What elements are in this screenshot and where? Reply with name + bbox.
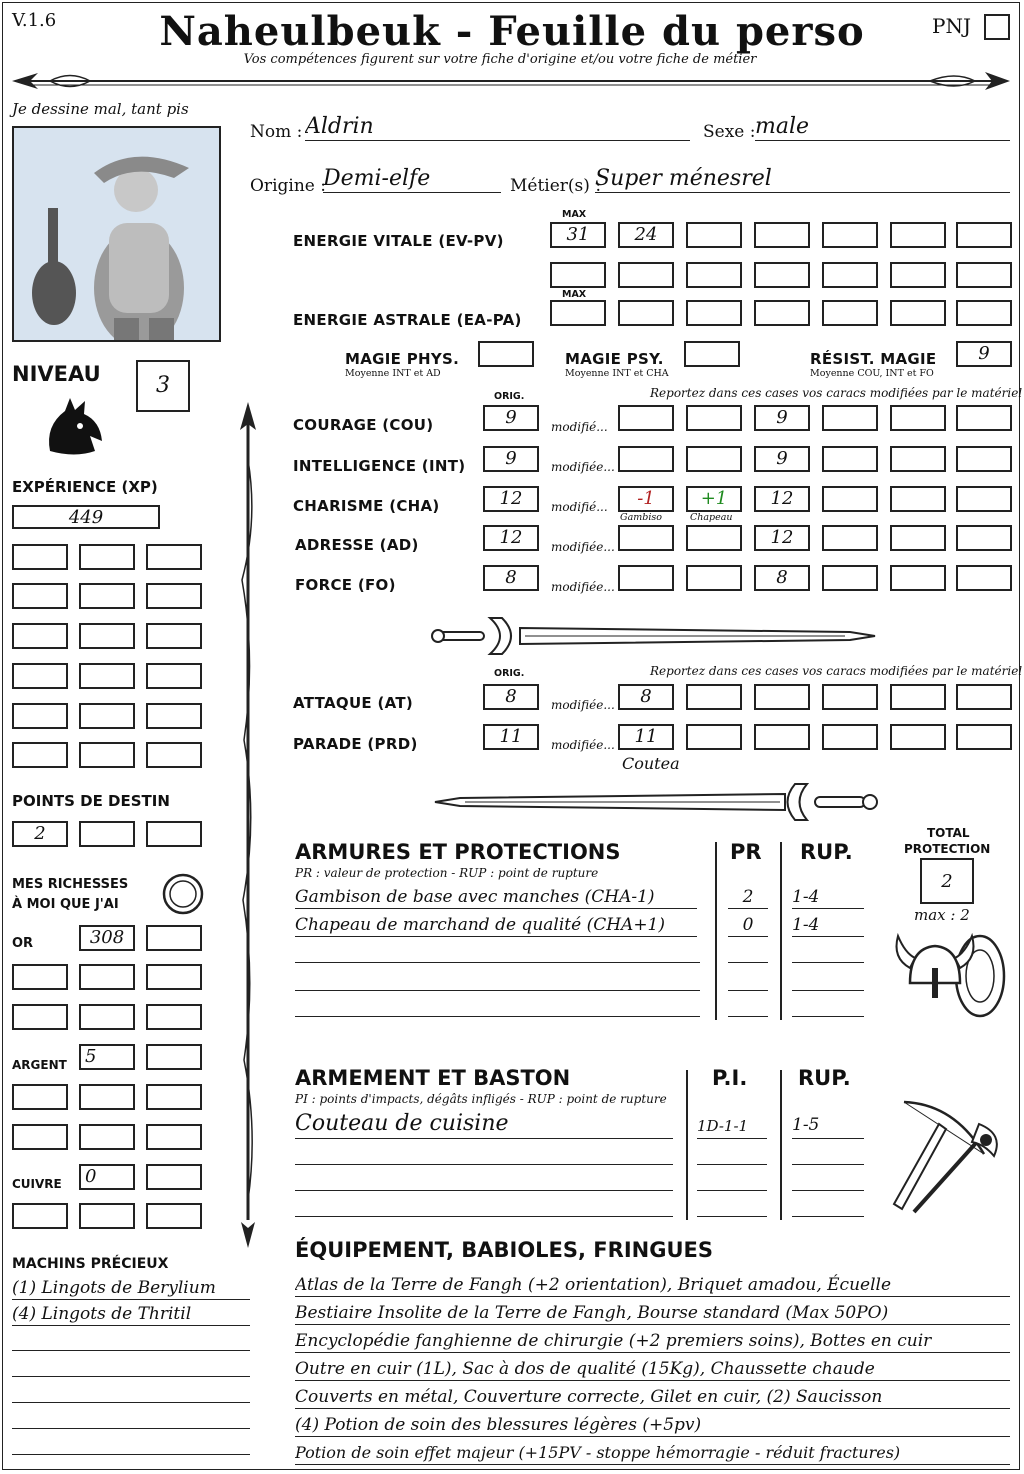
xp-grid-box[interactable]	[12, 663, 68, 689]
ev-box[interactable]	[822, 222, 878, 248]
weapon-line[interactable]	[295, 1216, 673, 1217]
stat-box[interactable]	[890, 486, 946, 512]
coin-icon	[160, 872, 206, 916]
armor-line[interactable]	[295, 990, 700, 991]
ev-box[interactable]	[956, 262, 1012, 288]
armor-item-rup[interactable]: 1-4	[792, 914, 864, 937]
argent-box[interactable]: 5	[79, 1044, 135, 1070]
spear-icon	[228, 400, 268, 1250]
weapons-divider	[780, 1070, 782, 1220]
combat-box[interactable]	[956, 724, 1012, 750]
page-title: Naheulbeuk - Feuille du perso	[159, 8, 865, 55]
nom-label: Nom :	[250, 122, 303, 142]
stat-box[interactable]	[956, 565, 1012, 591]
weapons-rup-header: RUP.	[798, 1066, 851, 1090]
ea-box[interactable]	[618, 300, 674, 326]
parade-mod-label: modifiée...	[551, 738, 615, 752]
stat-box[interactable]	[618, 565, 674, 591]
adresse-label: ADRESSE (AD)	[295, 536, 419, 554]
ev-box-max[interactable]: 31	[550, 222, 606, 248]
intelligence-final-box[interactable]: 9	[754, 446, 810, 472]
parade-orig-box[interactable]: 11	[483, 724, 539, 750]
origine-field[interactable]: Demi-elfe	[323, 166, 501, 193]
ev-box[interactable]	[754, 222, 810, 248]
equipment-line[interactable]: Bestiaire Insolite de la Terre de Fangh, Bourse standard (Max 50PO)	[295, 1302, 1010, 1325]
stat-box[interactable]	[686, 565, 742, 591]
equipment-line[interactable]: Encyclopédie fanghienne de chirurgie (+2 premiers soins), Bottes en cuir	[295, 1330, 1010, 1353]
ea-box[interactable]	[956, 300, 1012, 326]
precieux-line[interactable]	[12, 1402, 250, 1403]
stat-box[interactable]	[686, 525, 742, 551]
stat-box[interactable]	[890, 405, 946, 431]
ev-box[interactable]	[956, 222, 1012, 248]
ea-box[interactable]	[890, 300, 946, 326]
armor-line[interactable]	[792, 962, 864, 963]
money-box[interactable]	[12, 1203, 68, 1229]
sexe-field[interactable]: male	[755, 114, 1010, 141]
parade-label: PARADE (PRD)	[293, 735, 418, 753]
dragon-head-icon	[40, 396, 106, 462]
equipment-line[interactable]: (4) Potion de soin des blessures légères (+5pv)	[295, 1414, 1010, 1437]
adresse-mod-label: modifiée...	[551, 540, 615, 554]
xp-grid-box[interactable]	[79, 583, 135, 609]
money-box[interactable]	[79, 1084, 135, 1110]
helmet-shield-icon	[890, 928, 1008, 1020]
parade-final-box[interactable]: 11	[618, 724, 674, 750]
ev-box[interactable]	[550, 262, 606, 288]
niveau-label: NIVEAU	[12, 362, 101, 386]
xp-grid-box[interactable]	[12, 583, 68, 609]
ev-max-label: MAX	[562, 209, 587, 220]
xp-grid-box[interactable]	[146, 544, 202, 570]
equipment-title: ÉQUIPEMENT, BABIOLES, FRINGUES	[295, 1238, 713, 1262]
pnj-checkbox[interactable]	[984, 14, 1010, 40]
stat-box[interactable]	[956, 446, 1012, 472]
portrait-caption: Je dessine mal, tant pis	[12, 100, 189, 118]
force-label: FORCE (FO)	[295, 576, 396, 594]
weapons-pi-header: P.I.	[712, 1066, 748, 1090]
force-orig-box[interactable]: 8	[483, 565, 539, 591]
precieux-line[interactable]: (4) Lingots de Thritil	[12, 1303, 250, 1326]
resist-magie-box[interactable]: 9	[956, 341, 1012, 367]
magie-phys-note: Moyenne INT et AD	[345, 368, 441, 379]
stat-box[interactable]	[822, 446, 878, 472]
ev-box[interactable]	[618, 262, 674, 288]
weapon-line[interactable]	[792, 1164, 864, 1165]
richesses-label-1: MES RICHESSES	[12, 877, 129, 892]
stat-box[interactable]	[822, 405, 878, 431]
xp-grid-box[interactable]	[146, 663, 202, 689]
destin-box[interactable]	[79, 821, 135, 847]
argent-box[interactable]	[146, 1044, 202, 1070]
courage-mod-label: modifié...	[551, 420, 608, 434]
magie-phys-label: MAGIE PHYS.	[345, 350, 460, 368]
charisme-mod-label: modifié...	[551, 500, 608, 514]
arrow-divider-icon	[10, 68, 1014, 94]
ea-box[interactable]	[686, 300, 742, 326]
crossed-weapons-icon	[884, 1094, 1010, 1218]
armor-item-pr[interactable]: 0	[728, 914, 768, 937]
charisme-mod1-box[interactable]: -1	[618, 486, 674, 512]
weapon-line[interactable]	[697, 1216, 767, 1217]
report-note: Reportez dans ces cases vos caracs modifiées par le matériel	[650, 386, 1023, 400]
metier-label: Métier(s) :	[510, 176, 602, 196]
stat-box[interactable]	[956, 525, 1012, 551]
courage-orig-box[interactable]: 9	[483, 405, 539, 431]
charisme-mod2-note: Chapeau	[690, 512, 733, 523]
stat-box[interactable]	[890, 525, 946, 551]
stat-box[interactable]	[618, 446, 674, 472]
resist-magie-note: Moyenne COU, INT et FO	[810, 368, 934, 379]
argent-label: ARGENT	[12, 1058, 67, 1072]
ev-box[interactable]	[822, 262, 878, 288]
weapon-item-name[interactable]: Couteau de cuisine	[295, 1110, 673, 1139]
magie-psy-box[interactable]	[684, 341, 740, 367]
xp-grid-box[interactable]	[146, 623, 202, 649]
combat-box[interactable]	[890, 684, 946, 710]
armor-pr-header: PR	[730, 840, 762, 864]
xp-grid-box[interactable]	[79, 703, 135, 729]
xp-grid-box[interactable]	[146, 703, 202, 729]
total-max-note: max : 2	[914, 906, 970, 924]
armor-item-name[interactable]: Gambison de base avec manches (CHA-1)	[295, 886, 697, 909]
money-box[interactable]	[146, 964, 202, 990]
stat-box[interactable]	[890, 565, 946, 591]
money-box[interactable]	[79, 1004, 135, 1030]
sword-icon	[430, 780, 880, 824]
ea-box[interactable]	[754, 300, 810, 326]
ev-box[interactable]	[754, 262, 810, 288]
weapon-line[interactable]	[697, 1164, 767, 1165]
ev-box[interactable]	[686, 262, 742, 288]
or-label: OR	[12, 936, 34, 951]
armor-divider	[780, 842, 782, 1020]
precieux-line[interactable]	[12, 1454, 250, 1455]
adresse-orig-box[interactable]: 12	[483, 525, 539, 551]
stat-box[interactable]	[686, 446, 742, 472]
version-label: V.1.6	[12, 10, 57, 31]
xp-grid-box[interactable]	[79, 742, 135, 768]
stat-box[interactable]	[822, 565, 878, 591]
xp-box[interactable]: 449	[12, 505, 160, 529]
xp-grid-box[interactable]	[12, 544, 68, 570]
money-box[interactable]	[146, 1203, 202, 1229]
charisme-label: CHARISME (CHA)	[293, 497, 440, 515]
equipment-line[interactable]: Outre en cuir (1L), Sac à dos de qualité (15Kg), Chaussette chaude	[295, 1358, 1010, 1381]
xp-grid-box[interactable]	[79, 544, 135, 570]
resist-magie-label: RÉSIST. MAGIE	[810, 350, 937, 368]
stat-box[interactable]	[822, 486, 878, 512]
charisme-final-box[interactable]: 12	[754, 486, 810, 512]
ea-label: ENERGIE ASTRALE (EA-PA)	[293, 311, 522, 329]
money-box[interactable]	[12, 964, 68, 990]
charisme-mod2-box[interactable]: +1	[686, 486, 742, 512]
money-box[interactable]	[146, 1084, 202, 1110]
destin-box[interactable]: 2	[12, 821, 68, 847]
precieux-line[interactable]	[12, 1350, 250, 1351]
courage-label: COURAGE (COU)	[293, 416, 434, 434]
armor-line[interactable]	[728, 962, 768, 963]
attaque-mod-label: modifiée...	[551, 698, 615, 712]
money-box[interactable]	[79, 1203, 135, 1229]
destin-box[interactable]	[146, 821, 202, 847]
equipment-line[interactable]: Couverts en métal, Couverture correcte, Gilet en cuir, (2) Saucisson	[295, 1386, 1010, 1409]
precieux-label: MACHINS PRÉCIEUX	[12, 1256, 169, 1272]
armor-divider	[715, 842, 717, 1020]
weapon-line[interactable]	[792, 1190, 864, 1191]
courage-final-box[interactable]: 9	[754, 405, 810, 431]
money-box[interactable]	[12, 1124, 68, 1150]
sexe-label: Sexe :	[703, 122, 756, 142]
weapon-line[interactable]	[295, 1190, 673, 1191]
destin-label: POINTS DE DESTIN	[12, 792, 170, 810]
attaque-orig-box[interactable]: 8	[483, 684, 539, 710]
combat-box[interactable]	[890, 724, 946, 750]
orig-label: ORIG.	[494, 391, 525, 402]
money-box[interactable]	[79, 1124, 135, 1150]
magie-phys-box[interactable]	[478, 341, 534, 367]
ea-box[interactable]	[822, 300, 878, 326]
intelligence-mod-label: modifiée...	[551, 460, 615, 474]
stat-box[interactable]	[956, 486, 1012, 512]
armor-title: ARMURES ET PROTECTIONS	[295, 840, 621, 864]
weapon-line[interactable]	[697, 1190, 767, 1191]
xp-grid-box[interactable]	[12, 742, 68, 768]
armor-line[interactable]	[792, 990, 864, 991]
metier-field[interactable]: Super ménesrel	[595, 166, 1010, 193]
magie-psy-label: MAGIE PSY.	[565, 350, 664, 368]
combat-box[interactable]	[822, 724, 878, 750]
intelligence-label: INTELLIGENCE (INT)	[293, 457, 466, 475]
money-box[interactable]	[79, 964, 135, 990]
xp-grid-box[interactable]	[12, 703, 68, 729]
stat-box[interactable]	[822, 525, 878, 551]
niveau-box[interactable]: 3	[136, 360, 190, 412]
sword-icon	[430, 614, 880, 658]
attaque-label: ATTAQUE (AT)	[293, 694, 414, 712]
weapons-title: ARMEMENT ET BASTON	[295, 1066, 571, 1090]
ea-box-max[interactable]	[550, 300, 606, 326]
intelligence-orig-box[interactable]: 9	[483, 446, 539, 472]
armor-line[interactable]	[295, 1016, 700, 1017]
stat-box[interactable]	[956, 405, 1012, 431]
or-box[interactable]: 308	[79, 925, 135, 951]
origine-label: Origine :	[250, 176, 326, 196]
stat-box[interactable]	[890, 446, 946, 472]
charisme-mod1-note: Gambiso	[620, 512, 662, 523]
combat-report-note: Reportez dans ces cases vos caracs modifiées par le matériel	[650, 664, 1023, 678]
precieux-line[interactable]: (1) Lingots de Berylium	[12, 1277, 250, 1300]
force-final-box[interactable]: 8	[754, 565, 810, 591]
weapon-note: Coutea	[622, 754, 680, 773]
combat-box[interactable]	[686, 724, 742, 750]
total-label-1: TOTAL	[927, 826, 970, 840]
total-protection-box[interactable]: 2	[920, 858, 974, 904]
adresse-final-box[interactable]: 12	[754, 525, 810, 551]
cuivre-label: CUIVRE	[12, 1177, 62, 1191]
weapon-item-rup[interactable]: 1-5	[792, 1112, 864, 1139]
nom-field[interactable]: Aldrin	[305, 114, 690, 141]
combat-orig-label: ORIG.	[494, 668, 525, 679]
money-box[interactable]	[12, 1004, 68, 1030]
or-box[interactable]	[146, 925, 202, 951]
armor-line[interactable]	[728, 990, 768, 991]
money-box[interactable]	[12, 1084, 68, 1110]
weapon-item-pi[interactable]: 1D-1-1	[697, 1114, 767, 1139]
ev-box[interactable]	[686, 222, 742, 248]
portrait-frame[interactable]	[12, 126, 221, 342]
armor-line[interactable]	[792, 1016, 864, 1017]
stat-box[interactable]	[618, 405, 674, 431]
charisme-orig-box[interactable]: 12	[483, 486, 539, 512]
ea-max-label: MAX	[562, 289, 587, 300]
page-subtitle: Vos compétences figurent sur votre fiche d'origine et/ou votre fiche de métier	[243, 52, 757, 67]
xp-grid-box[interactable]	[12, 623, 68, 649]
weapons-note: PI : points d'impacts, dégâts infligés - RUP : point de rupture	[295, 1092, 667, 1106]
xp-grid-box[interactable]	[146, 742, 202, 768]
armor-item-name[interactable]: Chapeau de marchand de qualité (CHA+1)	[295, 914, 697, 937]
pnj-label: PNJ	[932, 14, 971, 38]
money-box[interactable]	[146, 1124, 202, 1150]
ev-box[interactable]	[890, 222, 946, 248]
equipment-line[interactable]: Potion de soin effet majeur (+15PV - stoppe hémorragie - réduit fractures)	[295, 1442, 1010, 1465]
richesses-label-2: À MOI QUE J'AI	[12, 897, 119, 912]
ev-label: ENERGIE VITALE (EV-PV)	[293, 232, 504, 250]
stat-box[interactable]	[618, 525, 674, 551]
precieux-line[interactable]	[12, 1428, 250, 1429]
armor-note: PR : valeur de protection - RUP : point de rupture	[295, 866, 599, 880]
xp-grid-box[interactable]	[146, 583, 202, 609]
armor-line[interactable]	[728, 1016, 768, 1017]
armor-item-pr[interactable]: 2	[728, 886, 768, 909]
combat-box[interactable]	[754, 724, 810, 750]
money-box[interactable]	[146, 1004, 202, 1030]
total-label-2: PROTECTION	[904, 842, 991, 856]
attaque-final-box[interactable]: 8	[618, 684, 674, 710]
armor-rup-header: RUP.	[800, 840, 853, 864]
precieux-line[interactable]	[12, 1376, 250, 1377]
equipment-line[interactable]: Atlas de la Terre de Fangh (+2 orientation), Briquet amadou, Écuelle	[295, 1274, 1010, 1297]
armor-item-rup[interactable]: 1-4	[792, 886, 864, 909]
bard-figure-icon	[14, 128, 219, 340]
xp-grid-box[interactable]	[79, 623, 135, 649]
force-mod-label: modifiée...	[551, 580, 615, 594]
cuivre-box[interactable]	[146, 1164, 202, 1190]
weapon-line[interactable]	[295, 1164, 673, 1165]
xp-label: EXPÉRIENCE (XP)	[12, 478, 158, 496]
magie-psy-note: Moyenne INT et CHA	[565, 368, 669, 379]
combat-box[interactable]	[956, 684, 1012, 710]
cuivre-box[interactable]: 0	[79, 1164, 135, 1190]
xp-grid-box[interactable]	[79, 663, 135, 689]
stat-box[interactable]	[686, 405, 742, 431]
combat-box[interactable]	[754, 684, 810, 710]
ev-box-current[interactable]: 24	[618, 222, 674, 248]
combat-box[interactable]	[822, 684, 878, 710]
weapons-divider	[686, 1070, 688, 1220]
weapon-line[interactable]	[792, 1216, 864, 1217]
combat-box[interactable]	[686, 684, 742, 710]
ev-box[interactable]	[890, 262, 946, 288]
armor-line[interactable]	[295, 962, 700, 963]
